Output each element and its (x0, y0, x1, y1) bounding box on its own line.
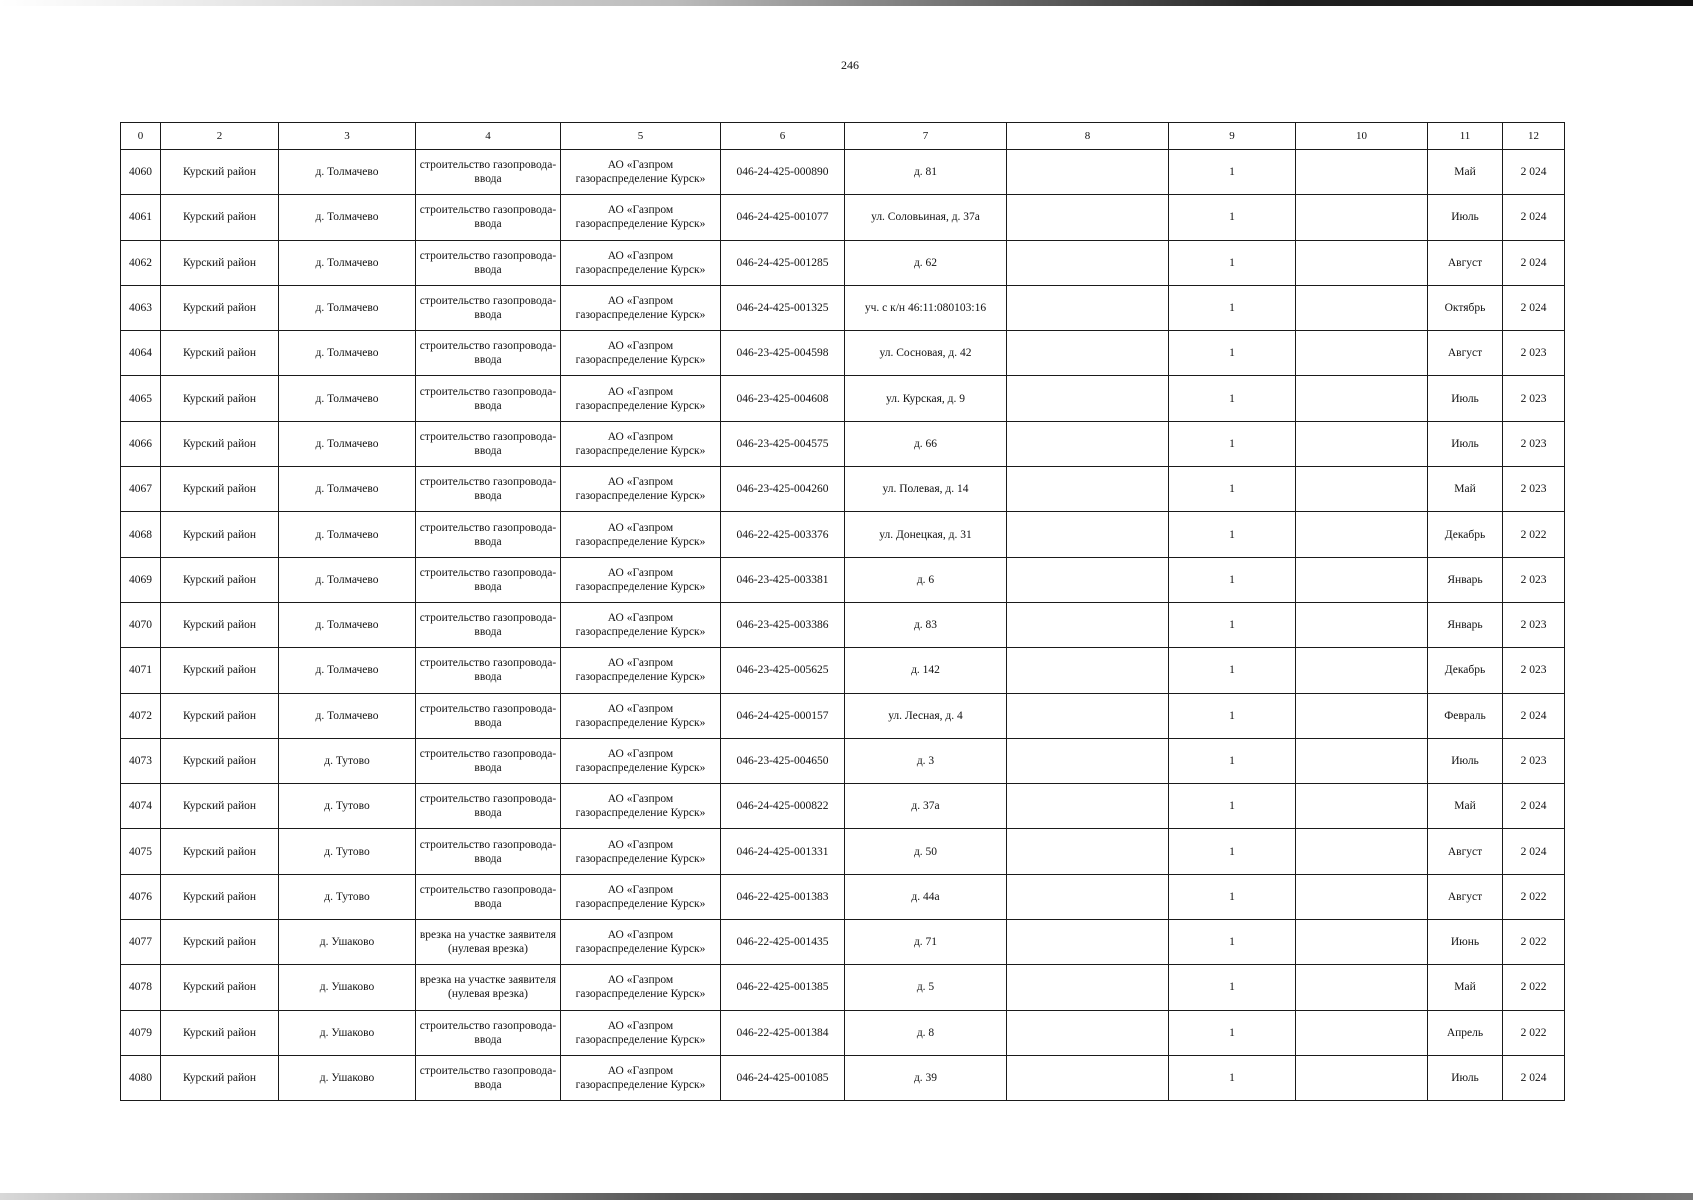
cell-organization: АО «Газпром газораспределение Курск» (561, 467, 721, 512)
cell-address: д. 142 (845, 648, 1007, 693)
cell-year: 2 024 (1503, 195, 1565, 240)
cell-work-type: строительство газопровода-ввода (416, 240, 561, 285)
cell-quantity: 1 (1169, 467, 1296, 512)
cell-work-type: строительство газопровода-ввода (416, 195, 561, 240)
cell-district: Курский район (161, 602, 279, 647)
cell-month: Декабрь (1428, 512, 1503, 557)
cell-address: д. 6 (845, 557, 1007, 602)
cell-address: д. 62 (845, 240, 1007, 285)
cell-quantity: 1 (1169, 829, 1296, 874)
cell-address: ул. Соловьиная, д. 37а (845, 195, 1007, 240)
cell-col-8 (1007, 240, 1169, 285)
table-row (121, 557, 1565, 602)
cell-address: д. 3 (845, 738, 1007, 783)
register-table (120, 122, 1565, 1101)
cell-year: 2 022 (1503, 874, 1565, 919)
table-row (121, 829, 1565, 874)
cell-col-10 (1296, 829, 1428, 874)
cell-quantity: 1 (1169, 285, 1296, 330)
cell-settlement: д. Толмачево (279, 240, 416, 285)
cell-year: 2 024 (1503, 693, 1565, 738)
cell-address: д. 44а (845, 874, 1007, 919)
cell-month: Август (1428, 874, 1503, 919)
cell-district: Курский район (161, 693, 279, 738)
cell-quantity: 1 (1169, 557, 1296, 602)
cell-settlement: д. Ушаково (279, 920, 416, 965)
cell-settlement: д. Тутово (279, 874, 416, 919)
cell-number: 4067 (121, 467, 161, 512)
cell-settlement: д. Тутово (279, 829, 416, 874)
cell-organization: АО «Газпром газораспределение Курск» (561, 738, 721, 783)
table-row (121, 285, 1565, 330)
cell-col-8 (1007, 150, 1169, 195)
cell-month: Октябрь (1428, 285, 1503, 330)
cell-number: 4073 (121, 738, 161, 783)
col-header-12: 12 (1503, 123, 1565, 150)
cell-year: 2 022 (1503, 920, 1565, 965)
cell-quantity: 1 (1169, 874, 1296, 919)
cell-work-type: строительство газопровода-ввода (416, 557, 561, 602)
cell-organization: АО «Газпром газораспределение Курск» (561, 874, 721, 919)
table-row (121, 195, 1565, 240)
col-header-9: 9 (1169, 123, 1296, 150)
cell-month: Май (1428, 467, 1503, 512)
col-header-4: 4 (416, 123, 561, 150)
cell-month: Июль (1428, 738, 1503, 783)
cell-work-type: строительство газопровода-ввода (416, 285, 561, 330)
cell-quantity: 1 (1169, 195, 1296, 240)
cell-year: 2 024 (1503, 784, 1565, 829)
table-row (121, 648, 1565, 693)
cell-organization: АО «Газпром газораспределение Курск» (561, 331, 721, 376)
cell-settlement: д. Толмачево (279, 376, 416, 421)
cell-district: Курский район (161, 150, 279, 195)
cell-registry-code: 046-22-425-001384 (721, 1010, 845, 1055)
cell-year: 2 022 (1503, 965, 1565, 1010)
cell-year: 2 023 (1503, 421, 1565, 466)
cell-year: 2 022 (1503, 512, 1565, 557)
cell-organization: АО «Газпром газораспределение Курск» (561, 512, 721, 557)
cell-registry-code: 046-22-425-001383 (721, 874, 845, 919)
cell-month: Январь (1428, 602, 1503, 647)
cell-address: д. 50 (845, 829, 1007, 874)
table-row (121, 784, 1565, 829)
cell-settlement: д. Толмачево (279, 602, 416, 647)
cell-col-10 (1296, 965, 1428, 1010)
cell-district: Курский район (161, 512, 279, 557)
cell-year: 2 024 (1503, 240, 1565, 285)
cell-col-10 (1296, 285, 1428, 330)
cell-address: д. 5 (845, 965, 1007, 1010)
table-row (121, 602, 1565, 647)
cell-settlement: д. Толмачево (279, 421, 416, 466)
cell-settlement: д. Толмачево (279, 648, 416, 693)
cell-work-type: строительство газопровода-ввода (416, 874, 561, 919)
cell-col-8 (1007, 467, 1169, 512)
cell-quantity: 1 (1169, 693, 1296, 738)
cell-col-8 (1007, 512, 1169, 557)
cell-address: д. 81 (845, 150, 1007, 195)
cell-number: 4070 (121, 602, 161, 647)
table-row (121, 874, 1565, 919)
cell-registry-code: 046-23-425-004608 (721, 376, 845, 421)
cell-address: уч. с к/н 46:11:080103:16 (845, 285, 1007, 330)
col-header-7: 7 (845, 123, 1007, 150)
cell-work-type: строительство газопровода-ввода (416, 602, 561, 647)
cell-registry-code: 046-24-425-001285 (721, 240, 845, 285)
cell-quantity: 1 (1169, 240, 1296, 285)
cell-organization: АО «Газпром газораспределение Курск» (561, 421, 721, 466)
cell-quantity: 1 (1169, 920, 1296, 965)
cell-year: 2 023 (1503, 738, 1565, 783)
table-body (121, 150, 1565, 1101)
cell-district: Курский район (161, 195, 279, 240)
cell-col-8 (1007, 557, 1169, 602)
cell-district: Курский район (161, 874, 279, 919)
cell-month: Июль (1428, 421, 1503, 466)
cell-col-8 (1007, 738, 1169, 783)
cell-col-8 (1007, 920, 1169, 965)
cell-work-type: строительство газопровода-ввода (416, 1010, 561, 1055)
cell-month: Август (1428, 240, 1503, 285)
cell-settlement: д. Толмачево (279, 195, 416, 240)
table-row (121, 150, 1565, 195)
cell-district: Курский район (161, 784, 279, 829)
cell-registry-code: 046-24-425-000822 (721, 784, 845, 829)
cell-registry-code: 046-24-425-001331 (721, 829, 845, 874)
cell-number: 4069 (121, 557, 161, 602)
cell-organization: АО «Газпром газораспределение Курск» (561, 195, 721, 240)
cell-month: Февраль (1428, 693, 1503, 738)
col-header-8: 8 (1007, 123, 1169, 150)
cell-quantity: 1 (1169, 421, 1296, 466)
cell-year: 2 023 (1503, 648, 1565, 693)
cell-registry-code: 046-23-425-004260 (721, 467, 845, 512)
cell-col-10 (1296, 1055, 1428, 1100)
cell-settlement: д. Толмачево (279, 467, 416, 512)
cell-address: д. 71 (845, 920, 1007, 965)
cell-col-10 (1296, 512, 1428, 557)
cell-settlement: д. Толмачево (279, 693, 416, 738)
col-header-2: 2 (161, 123, 279, 150)
cell-month: Август (1428, 829, 1503, 874)
cell-work-type: строительство газопровода-ввода (416, 376, 561, 421)
cell-work-type: строительство газопровода-ввода (416, 829, 561, 874)
cell-number: 4077 (121, 920, 161, 965)
cell-quantity: 1 (1169, 150, 1296, 195)
table-row (121, 738, 1565, 783)
cell-registry-code: 046-23-425-005625 (721, 648, 845, 693)
col-header-10: 10 (1296, 123, 1428, 150)
cell-number: 4062 (121, 240, 161, 285)
cell-col-8 (1007, 829, 1169, 874)
cell-work-type: строительство газопровода-ввода (416, 693, 561, 738)
cell-col-10 (1296, 693, 1428, 738)
cell-col-8 (1007, 285, 1169, 330)
cell-month: Декабрь (1428, 648, 1503, 693)
cell-col-8 (1007, 1055, 1169, 1100)
cell-registry-code: 046-23-425-003386 (721, 602, 845, 647)
cell-year: 2 024 (1503, 150, 1565, 195)
cell-organization: АО «Газпром газораспределение Курск» (561, 648, 721, 693)
table-row (121, 1055, 1565, 1100)
cell-month: Май (1428, 150, 1503, 195)
cell-organization: АО «Газпром газораспределение Курск» (561, 965, 721, 1010)
cell-col-10 (1296, 467, 1428, 512)
cell-number: 4063 (121, 285, 161, 330)
cell-month: Июль (1428, 376, 1503, 421)
cell-registry-code: 046-24-425-001325 (721, 285, 845, 330)
cell-year: 2 023 (1503, 602, 1565, 647)
cell-organization: АО «Газпром газораспределение Курск» (561, 150, 721, 195)
table-row (121, 421, 1565, 466)
cell-settlement: д. Тутово (279, 738, 416, 783)
cell-registry-code: 046-24-425-000890 (721, 150, 845, 195)
cell-quantity: 1 (1169, 512, 1296, 557)
cell-work-type: строительство газопровода-ввода (416, 648, 561, 693)
cell-settlement: д. Толмачево (279, 150, 416, 195)
table-row (121, 965, 1565, 1010)
col-header-11: 11 (1428, 123, 1503, 150)
cell-organization: АО «Газпром газораспределение Курск» (561, 602, 721, 647)
cell-work-type: строительство газопровода-ввода (416, 421, 561, 466)
cell-organization: АО «Газпром газораспределение Курск» (561, 1055, 721, 1100)
cell-year: 2 023 (1503, 331, 1565, 376)
cell-district: Курский район (161, 738, 279, 783)
table-row (121, 512, 1565, 557)
cell-quantity: 1 (1169, 784, 1296, 829)
cell-registry-code: 046-23-425-004650 (721, 738, 845, 783)
cell-registry-code: 046-22-425-003376 (721, 512, 845, 557)
cell-address: д. 83 (845, 602, 1007, 647)
cell-number: 4064 (121, 331, 161, 376)
cell-district: Курский район (161, 1055, 279, 1100)
cell-district: Курский район (161, 920, 279, 965)
cell-col-8 (1007, 874, 1169, 919)
cell-district: Курский район (161, 648, 279, 693)
scan-edge-bottom (0, 1193, 1693, 1200)
table-row (121, 920, 1565, 965)
cell-col-10 (1296, 1010, 1428, 1055)
cell-registry-code: 046-22-425-001435 (721, 920, 845, 965)
cell-work-type: строительство газопровода-ввода (416, 512, 561, 557)
cell-registry-code: 046-24-425-001077 (721, 195, 845, 240)
table-row (121, 240, 1565, 285)
cell-month: Январь (1428, 557, 1503, 602)
cell-address: д. 66 (845, 421, 1007, 466)
cell-month: Август (1428, 331, 1503, 376)
cell-settlement: д. Толмачево (279, 557, 416, 602)
cell-district: Курский район (161, 285, 279, 330)
cell-district: Курский район (161, 557, 279, 602)
cell-col-10 (1296, 784, 1428, 829)
cell-work-type: строительство газопровода-ввода (416, 1055, 561, 1100)
cell-year: 2 024 (1503, 285, 1565, 330)
table-row (121, 467, 1565, 512)
cell-year: 2 022 (1503, 1010, 1565, 1055)
col-header-5: 5 (561, 123, 721, 150)
cell-organization: АО «Газпром газораспределение Курск» (561, 557, 721, 602)
cell-address: д. 8 (845, 1010, 1007, 1055)
cell-organization: АО «Газпром газораспределение Курск» (561, 1010, 721, 1055)
cell-district: Курский район (161, 965, 279, 1010)
scan-edge-top (0, 0, 1693, 6)
cell-quantity: 1 (1169, 1010, 1296, 1055)
cell-number: 4078 (121, 965, 161, 1010)
cell-year: 2 023 (1503, 467, 1565, 512)
cell-number: 4080 (121, 1055, 161, 1100)
cell-organization: АО «Газпром газораспределение Курск» (561, 285, 721, 330)
cell-settlement: д. Толмачево (279, 331, 416, 376)
cell-registry-code: 046-23-425-003381 (721, 557, 845, 602)
cell-registry-code: 046-24-425-000157 (721, 693, 845, 738)
cell-col-8 (1007, 693, 1169, 738)
cell-col-8 (1007, 602, 1169, 647)
cell-district: Курский район (161, 467, 279, 512)
table-row (121, 376, 1565, 421)
cell-address: ул. Донецкая, д. 31 (845, 512, 1007, 557)
cell-district: Курский район (161, 376, 279, 421)
cell-organization: АО «Газпром газораспределение Курск» (561, 920, 721, 965)
cell-month: Апрель (1428, 1010, 1503, 1055)
cell-settlement: д. Ушаково (279, 1010, 416, 1055)
cell-month: Май (1428, 784, 1503, 829)
cell-settlement: д. Толмачево (279, 512, 416, 557)
cell-col-10 (1296, 738, 1428, 783)
cell-number: 4066 (121, 421, 161, 466)
cell-district: Курский район (161, 1010, 279, 1055)
cell-registry-code: 046-23-425-004575 (721, 421, 845, 466)
cell-registry-code: 046-23-425-004598 (721, 331, 845, 376)
cell-col-8 (1007, 376, 1169, 421)
cell-number: 4061 (121, 195, 161, 240)
cell-col-10 (1296, 150, 1428, 195)
cell-work-type: строительство газопровода-ввода (416, 784, 561, 829)
col-header-3: 3 (279, 123, 416, 150)
cell-organization: АО «Газпром газораспределение Курск» (561, 693, 721, 738)
col-header-6: 6 (721, 123, 845, 150)
cell-col-8 (1007, 784, 1169, 829)
cell-col-10 (1296, 557, 1428, 602)
cell-address: ул. Сосновая, д. 42 (845, 331, 1007, 376)
table-row (121, 331, 1565, 376)
cell-address: ул. Полевая, д. 14 (845, 467, 1007, 512)
cell-quantity: 1 (1169, 738, 1296, 783)
cell-quantity: 1 (1169, 376, 1296, 421)
cell-registry-code: 046-24-425-001085 (721, 1055, 845, 1100)
cell-organization: АО «Газпром газораспределение Курск» (561, 376, 721, 421)
cell-registry-code: 046-22-425-001385 (721, 965, 845, 1010)
cell-number: 4071 (121, 648, 161, 693)
cell-col-8 (1007, 331, 1169, 376)
cell-number: 4075 (121, 829, 161, 874)
cell-col-10 (1296, 602, 1428, 647)
header-row (121, 123, 1565, 150)
cell-quantity: 1 (1169, 1055, 1296, 1100)
cell-col-10 (1296, 240, 1428, 285)
cell-address: ул. Лесная, д. 4 (845, 693, 1007, 738)
cell-number: 4072 (121, 693, 161, 738)
page-number: 246 (841, 58, 859, 72)
cell-month: Июль (1428, 1055, 1503, 1100)
cell-district: Курский район (161, 829, 279, 874)
cell-number: 4060 (121, 150, 161, 195)
cell-organization: АО «Газпром газораспределение Курск» (561, 784, 721, 829)
cell-year: 2 023 (1503, 376, 1565, 421)
cell-number: 4079 (121, 1010, 161, 1055)
cell-col-10 (1296, 874, 1428, 919)
cell-col-8 (1007, 1010, 1169, 1055)
cell-col-10 (1296, 331, 1428, 376)
cell-work-type: строительство газопровода-ввода (416, 331, 561, 376)
cell-quantity: 1 (1169, 648, 1296, 693)
cell-col-10 (1296, 421, 1428, 466)
cell-settlement: д. Ушаково (279, 965, 416, 1010)
cell-settlement: д. Толмачево (279, 285, 416, 330)
cell-address: ул. Курская, д. 9 (845, 376, 1007, 421)
cell-work-type: строительство газопровода-ввода (416, 738, 561, 783)
cell-col-8 (1007, 965, 1169, 1010)
cell-quantity: 1 (1169, 965, 1296, 1010)
cell-year: 2 023 (1503, 557, 1565, 602)
cell-col-8 (1007, 648, 1169, 693)
cell-number: 4068 (121, 512, 161, 557)
cell-col-8 (1007, 421, 1169, 466)
table-row (121, 693, 1565, 738)
cell-district: Курский район (161, 331, 279, 376)
cell-address: д. 39 (845, 1055, 1007, 1100)
col-header-0: 0 (121, 123, 161, 150)
cell-address: д. 37а (845, 784, 1007, 829)
cell-work-type: врезка на участке заявителя (нулевая врезка) (416, 920, 561, 965)
cell-col-10 (1296, 648, 1428, 693)
cell-year: 2 024 (1503, 829, 1565, 874)
cell-settlement: д. Тутово (279, 784, 416, 829)
cell-month: Май (1428, 965, 1503, 1010)
cell-organization: АО «Газпром газораспределение Курск» (561, 829, 721, 874)
cell-number: 4074 (121, 784, 161, 829)
cell-col-10 (1296, 195, 1428, 240)
cell-quantity: 1 (1169, 602, 1296, 647)
cell-col-10 (1296, 920, 1428, 965)
cell-settlement: д. Ушаково (279, 1055, 416, 1100)
cell-year: 2 024 (1503, 1055, 1565, 1100)
cell-month: Июль (1428, 195, 1503, 240)
cell-district: Курский район (161, 421, 279, 466)
cell-work-type: строительство газопровода-ввода (416, 467, 561, 512)
table-row (121, 1010, 1565, 1055)
cell-number: 4065 (121, 376, 161, 421)
cell-organization: АО «Газпром газораспределение Курск» (561, 240, 721, 285)
cell-col-10 (1296, 376, 1428, 421)
cell-col-8 (1007, 195, 1169, 240)
cell-work-type: строительство газопровода-ввода (416, 150, 561, 195)
cell-work-type: врезка на участке заявителя (нулевая врезка) (416, 965, 561, 1010)
cell-quantity: 1 (1169, 331, 1296, 376)
cell-district: Курский район (161, 240, 279, 285)
cell-month: Июнь (1428, 920, 1503, 965)
cell-number: 4076 (121, 874, 161, 919)
